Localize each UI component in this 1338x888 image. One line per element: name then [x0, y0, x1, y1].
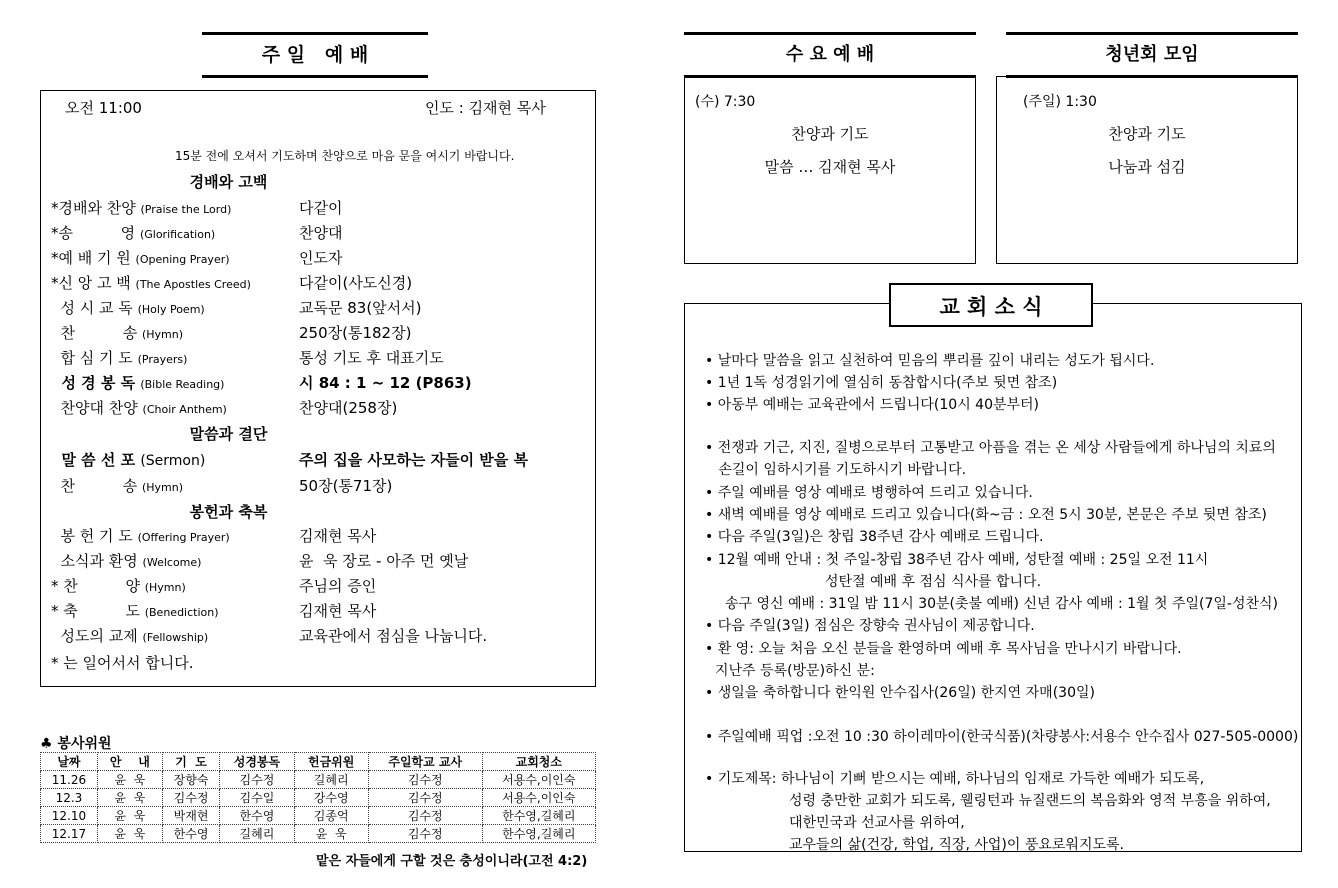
sunday-program-box — [40, 90, 596, 687]
table-cell: 김수정 — [368, 807, 482, 825]
news-line: 교우들의 삶(건강, 학업, 직장, 사업)이 풍요로워지도록. — [789, 837, 1124, 853]
news-line: • 새벽 예배를 영상 예배로 드리고 있습니다(화~금 : 오전 5시 30분, 본문은 주보 뒷면 참조) — [705, 507, 1267, 523]
column-header: 기 도 — [162, 753, 220, 771]
youth-box — [996, 76, 1298, 264]
order-english: (Hymn) — [141, 328, 184, 341]
table-cell: 윤 욱 — [97, 807, 162, 825]
order-row — [51, 397, 591, 421]
news-line: • 주일예배 픽업 :오전 10 :30 하이레마이(한국식품)(차량봉사:서용수 안수집사 027-505-0000) — [705, 729, 1299, 745]
wednesday-time: (수) 7:30 — [695, 94, 756, 110]
order-value: 시 84 : 1 ~ 12 (P863) — [299, 374, 472, 392]
order-row — [51, 197, 591, 221]
order-name: *신 앙 고 백 — [51, 274, 131, 292]
service-verse: 맡은 자들에게 구할 것은 충성이니라(고전 4:2) — [316, 854, 588, 869]
order-row — [51, 600, 591, 624]
table-cell: 김수정 — [368, 789, 482, 807]
news-line: • 생일을 축하합니다 한익원 안수집사(26일) 한지연 자매(30일) — [705, 685, 1095, 701]
order-english: (Hymn) — [144, 581, 186, 594]
table-row — [41, 771, 596, 789]
order-value: 김재현 목사 — [299, 527, 377, 545]
order-english: (Bible Reading) — [140, 378, 225, 391]
service-table — [40, 752, 596, 843]
news-line: 성탄절 예배 후 점심 식사를 합니다. — [825, 574, 1042, 590]
order-row — [51, 272, 591, 296]
youth-title: 청년회 모임 — [1006, 32, 1298, 78]
table-cell: 한수영,길혜리 — [482, 825, 595, 843]
order-row — [51, 297, 591, 321]
youth-line-2: 나눔과 섬김 — [1108, 158, 1186, 176]
table-cell: 12.17 — [41, 825, 98, 843]
order-value: 다같이(사도신경) — [299, 274, 413, 292]
news-line: • 기도제목: 하나님이 기뻐 받으시는 예배, 하나님의 임재로 가득한 예배가 되도록, — [705, 771, 1205, 787]
news-line: 대한민국과 선교사를 위하여, — [789, 815, 965, 831]
table-cell: 김수정 — [220, 771, 294, 789]
order-name: 성 시 교 독 — [51, 299, 133, 317]
column-header: 성경봉독 — [220, 753, 294, 771]
order-value: 주님의 증인 — [299, 577, 377, 595]
table-row — [41, 807, 596, 825]
column-header: 헌금위원 — [294, 753, 368, 771]
order-value: 50장(통71장) — [299, 477, 393, 495]
order-name: 말 씀 선 포 — [51, 451, 136, 469]
table-cell: 서용수,이인숙 — [482, 789, 595, 807]
order-english: (Opening Prayer) — [135, 253, 230, 266]
news-line: • 전쟁과 기근, 지진, 질병으로부터 고통받고 아픔을 겪는 온 세상 사람들에게 하나님의 치료의 — [705, 440, 1276, 456]
order-english: (Choir Anthem) — [142, 403, 227, 416]
news-line: • 환 영: 오늘 처음 오신 분들을 환영하며 예배 후 목사님을 만나시기 바랍니다. — [705, 641, 1182, 657]
table-cell: 윤 욱 — [97, 825, 162, 843]
order-value: 찬양대(258장) — [299, 399, 398, 417]
order-name: 봉 헌 기 도 — [51, 527, 133, 545]
column-header: 안 내 — [97, 753, 162, 771]
order-row — [51, 449, 591, 473]
table-row — [41, 825, 596, 843]
news-line: • 1년 1독 성경읽기에 열심히 동참합시다(주보 뒷면 참조) — [705, 375, 1058, 391]
table-cell: 김수정 — [368, 771, 482, 789]
order-english: (Holy Poem) — [137, 303, 205, 316]
wednesday-line-2: 말씀 … 김재현 목사 — [764, 158, 896, 176]
news-line: • 다음 주일(3일)은 창립 38주년 감사 예배로 드립니다. — [705, 529, 1044, 545]
table-header-row — [41, 753, 596, 771]
order-row — [51, 347, 591, 371]
table-cell: 12.3 — [41, 789, 98, 807]
news-line: 지난주 등록(방문)하신 분: — [715, 663, 875, 679]
order-value: 교육관에서 점심을 나눕니다. — [299, 627, 488, 645]
news-line: • 아동부 예배는 교육관에서 드립니다(10시 40분부터) — [705, 397, 1040, 413]
order-value: 인도자 — [299, 249, 343, 267]
order-name: *예 배 기 원 — [51, 249, 131, 267]
table-cell: 한수영,길혜리 — [482, 807, 595, 825]
section-title: 봉헌과 축복 — [189, 503, 268, 521]
column-header: 교회청소 — [482, 753, 595, 771]
order-row — [51, 372, 591, 396]
order-english: (Welcome) — [142, 556, 202, 569]
order-row — [51, 550, 591, 574]
order-english: (Fellowship) — [142, 631, 209, 644]
order-value: 교독문 83(앞서서) — [299, 299, 422, 317]
news-line: • 12월 예배 안내 : 첫 주일-창립 38주년 감사 예배, 성탄절 예배 : 25일 오전 11시 — [705, 552, 1209, 568]
order-name: * 축 도 — [51, 602, 140, 620]
news-line: • 다음 주일(3일) 점심은 장향숙 권사님이 제공합니다. — [705, 618, 1035, 634]
order-row — [51, 247, 591, 271]
order-row — [51, 322, 591, 346]
table-row — [41, 789, 596, 807]
order-value: 통성 기도 후 대표기도 — [299, 349, 444, 367]
order-value: 다같이 — [299, 199, 343, 217]
service-title: ♣ 봉사위원 — [40, 736, 112, 752]
table-cell: 12.10 — [41, 807, 98, 825]
youth-time: (주일) 1:30 — [1023, 94, 1097, 110]
order-row — [51, 222, 591, 246]
order-row — [51, 625, 591, 649]
news-line: 손길이 임하시기를 기도하시기 바랍니다. — [705, 462, 967, 478]
wednesday-line-1: 찬양과 기도 — [791, 125, 869, 143]
table-cell: 11.26 — [41, 771, 98, 789]
order-name: 합 심 기 도 — [51, 349, 133, 367]
table-cell: 장향숙 — [162, 771, 220, 789]
order-value: 찬양대 — [299, 224, 343, 242]
order-name: 찬 송 — [51, 477, 138, 495]
sunday-title: 주 일 예 배 — [202, 32, 428, 78]
sunday-leader: 인도 : 김재현 목사 — [425, 99, 546, 117]
order-english: (Hymn) — [141, 481, 184, 494]
column-header: 날짜 — [41, 753, 98, 771]
order-value: 김재현 목사 — [299, 602, 377, 620]
order-name: 성도의 교제 — [51, 627, 138, 645]
news-title: 교 회 소 식 — [889, 283, 1093, 327]
table-cell: 윤 욱 — [294, 825, 368, 843]
table-cell: 강수영 — [294, 789, 368, 807]
order-english: (Prayers) — [137, 353, 188, 366]
order-value: 250장(통182장) — [299, 324, 412, 342]
order-value: 윤 욱 장로 - 아주 먼 옛날 — [299, 552, 469, 570]
order-row — [51, 525, 591, 549]
youth-line-1: 찬양과 기도 — [1108, 125, 1186, 143]
table-cell: 한수영 — [220, 807, 294, 825]
stand-footnote: * 는 일어서서 합니다. — [51, 654, 194, 672]
table-cell: 김수정 — [368, 825, 482, 843]
order-name: 찬양대 찬양 — [51, 399, 138, 417]
table-cell: 길혜리 — [220, 825, 294, 843]
column-header: 주일학교 교사 — [368, 753, 482, 771]
order-name: 성 경 봉 독 — [51, 374, 136, 392]
order-name: 찬 송 — [51, 324, 138, 342]
wednesday-title: 수 요 예 배 — [684, 32, 976, 78]
order-value: 주의 집을 사모하는 자들이 받을 복 — [299, 451, 528, 469]
news-line: • 주일 예배를 영상 예배로 병행하여 드리고 있습니다. — [705, 485, 1033, 501]
news-box — [684, 303, 1302, 852]
section-title: 경배와 고백 — [189, 173, 268, 191]
section-title: 말씀과 결단 — [189, 425, 268, 443]
order-english: (Benediction) — [144, 606, 219, 619]
order-row — [51, 575, 591, 599]
order-name: *송 영 — [51, 224, 136, 242]
order-row — [51, 475, 591, 499]
order-english: (Sermon) — [140, 453, 206, 469]
order-name: *경배와 찬양 — [51, 199, 136, 217]
wednesday-box — [684, 76, 976, 264]
sunday-time: 오전 11:00 — [65, 99, 142, 117]
news-line: • 날마다 말씀을 읽고 실천하여 믿음의 뿌리를 깊이 내리는 성도가 됩시다. — [705, 353, 1155, 369]
table-cell: 서용수,이인숙 — [482, 771, 595, 789]
news-line: 성령 충만한 교회가 되도록, 웰링턴과 뉴질랜드의 복음화와 영적 부흥을 위하여, — [789, 793, 1271, 809]
order-english: (The Apostles Creed) — [135, 278, 251, 291]
order-english: (Offering Prayer) — [137, 531, 230, 544]
table-cell: 한수영 — [162, 825, 220, 843]
table-cell: 김수정 — [162, 789, 220, 807]
table-cell: 박재현 — [162, 807, 220, 825]
table-cell: 김수일 — [220, 789, 294, 807]
table-cell: 윤 욱 — [97, 771, 162, 789]
table-cell: 윤 욱 — [97, 789, 162, 807]
order-name: * 찬 양 — [51, 577, 140, 595]
order-english: (Praise the Lord) — [140, 203, 232, 216]
sunday-notice: 15분 전에 오셔서 기도하며 찬양으로 마음 문을 여시기 바랍니다. — [175, 149, 515, 163]
order-english: (Glorification) — [139, 228, 216, 241]
news-line: 송구 영신 예배 : 31일 밤 11시 30분(촛불 예배) 신년 감사 예배 : 1월 첫 주일(7일-성찬식) — [725, 596, 1279, 612]
table-cell: 김종억 — [294, 807, 368, 825]
table-cell: 길혜리 — [294, 771, 368, 789]
order-name: 소식과 환영 — [51, 552, 138, 570]
